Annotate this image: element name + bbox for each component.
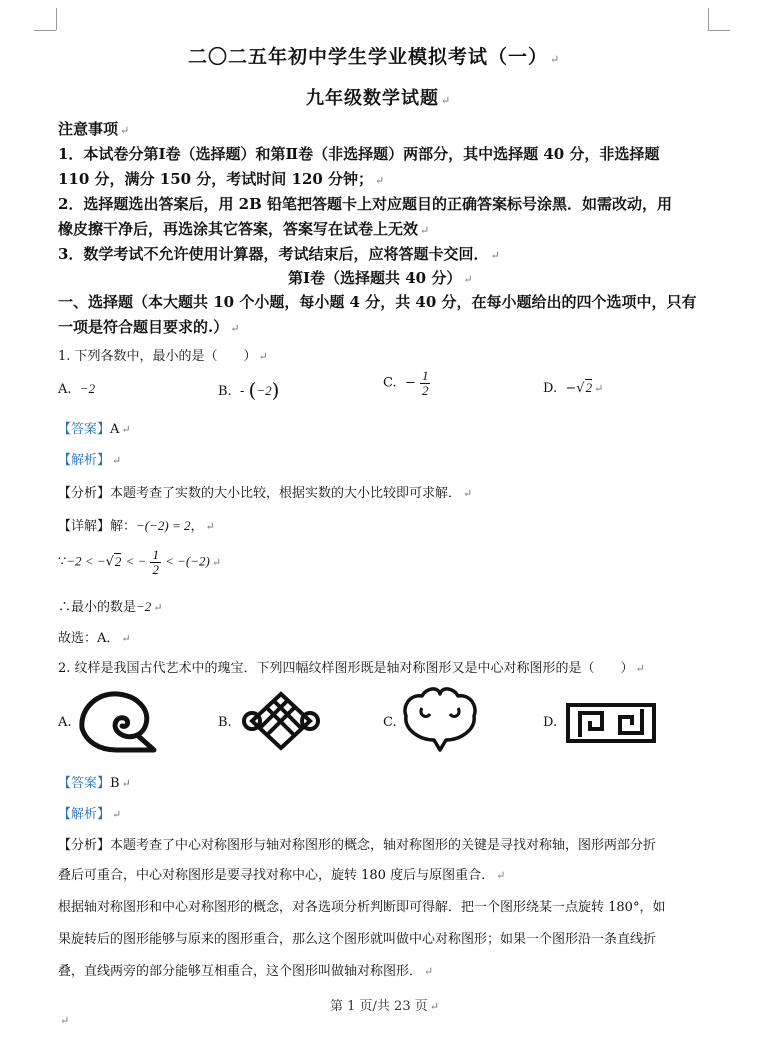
q1-stem: 1. 下列各数中，最小的是（ ） ↵ [58,349,268,364]
section-title: 第Ⅰ卷（选择题共 40 分） ↵ [288,269,473,287]
q2-body-line-1: 根据轴对称图形和中心对称图形的概念，对各选项分析判断即可得解．把一个图形绕某一点旋转 180°，如 [58,900,666,915]
q2-analysis-tag: 【解析】 ↵ [58,807,122,822]
chinese-knot-icon [240,690,322,752]
crop-mark-top-right-v [708,8,709,30]
note-line-1: 1．本试卷分第Ⅰ卷（选择题）和第Ⅱ卷（非选择题）两部分，其中选择题 40 分，非选择题 [58,145,660,163]
page-footer: 第 1 页/共 23 页 ↵ [330,999,439,1014]
part-heading-line-2: 一项是符合题目要求的.） ↵ [58,318,240,336]
q2-label-c: C. [383,715,397,730]
auspicious-cloud-icon [400,684,480,756]
q2-body-line-3: 叠，直线两旁的部分能够互相重合，这个图形叫做轴对称图形． ↵ [58,964,434,979]
part-heading-line-1: 一、选择题（本大题共 10 个小题，每小题 4 分，共 40 分，在每小题给出的四个选项中，只有 [58,293,697,311]
q2-body-line-2: 果旋转后的图形能够与原来的图形重合，那么这个图形就叫做中心对称图形；如果一个图形沿一条直线折 [58,932,657,947]
crop-mark-top-left-v [56,8,57,30]
q2-label-b: B. [218,715,232,730]
q1-xiangjie: 【详解】解：−(−2) = 2， ↵ [58,518,215,534]
q1-choice: 故选：A． ↵ [58,631,131,646]
q2-answer: 【答案】B ↵ [58,776,131,791]
crop-mark-top-right [708,30,730,31]
q1-option-a: A. −2 [58,381,96,397]
q2-stem: 2. 纹样是我国古代艺术中的瑰宝．下列四幅纹样图形既是轴对称图形又是中心对称图形的是（ ） ↵ [58,661,645,676]
q1-inequality: ∵−2 < −√2 < − $\frac{1}{2}$ < −(−2) ↵ [58,547,222,577]
crop-mark-top-left [34,30,56,31]
exam-subtitle: 九年级数学试题 ↵ [306,88,452,109]
note-line-5: 3．数学考试不允许使用计算器，考试结束后，应将答题卡交回． ↵ [58,245,500,263]
q1-analysis-tag: 【解析】 ↵ [58,453,122,468]
q2-label-a: A. [58,715,72,730]
q2-fenxi-line-1: 【分析】本题考查了中心对称图形与轴对称图形的概念，轴对称图形的关键是寻找对称轴，图形两部分折 [58,838,657,853]
spiral-cloud-icon [76,688,158,756]
notes-heading: 注意事项 ↵ [58,120,130,138]
q1-fenxi: 【分析】本题考查了实数的大小比较，根据实数的大小比较即可求解． ↵ [58,486,473,501]
q2-fenxi-line-2: 叠后可重合，中心对称图形是要寻找对称中心，旋转 180 度后与原图重合． ↵ [58,868,506,883]
end-paragraph-mark: ↵ [60,1014,70,1027]
meander-fret-icon [566,703,656,743]
q1-option-d: D. −√2 ↵ [543,380,604,396]
q2-label-d: D. [543,715,558,730]
q1-option-b: B. - (−2) [218,378,280,402]
note-line-2: 110 分，满分 150 分，考试时间 120 分钟； ↵ [58,170,385,188]
note-line-4: 橡皮擦干净后，再选涂其它答案，答案写在试卷上无效 ↵ [58,220,430,238]
exam-title: 二〇二五年初中学生学业模拟考试（一） ↵ [188,46,561,68]
q1-therefore: ∴最小的数是−2 ↵ [58,599,163,615]
note-line-3: 2．选择题选出答案后，用 2B 铅笔把答题卡上对应题目的正确答案标号涂黑．如需改动，用 [58,195,673,213]
q1-option-c: C. − $\frac{1}{2}$ [383,368,429,398]
q1-answer: 【答案】A ↵ [58,422,131,437]
